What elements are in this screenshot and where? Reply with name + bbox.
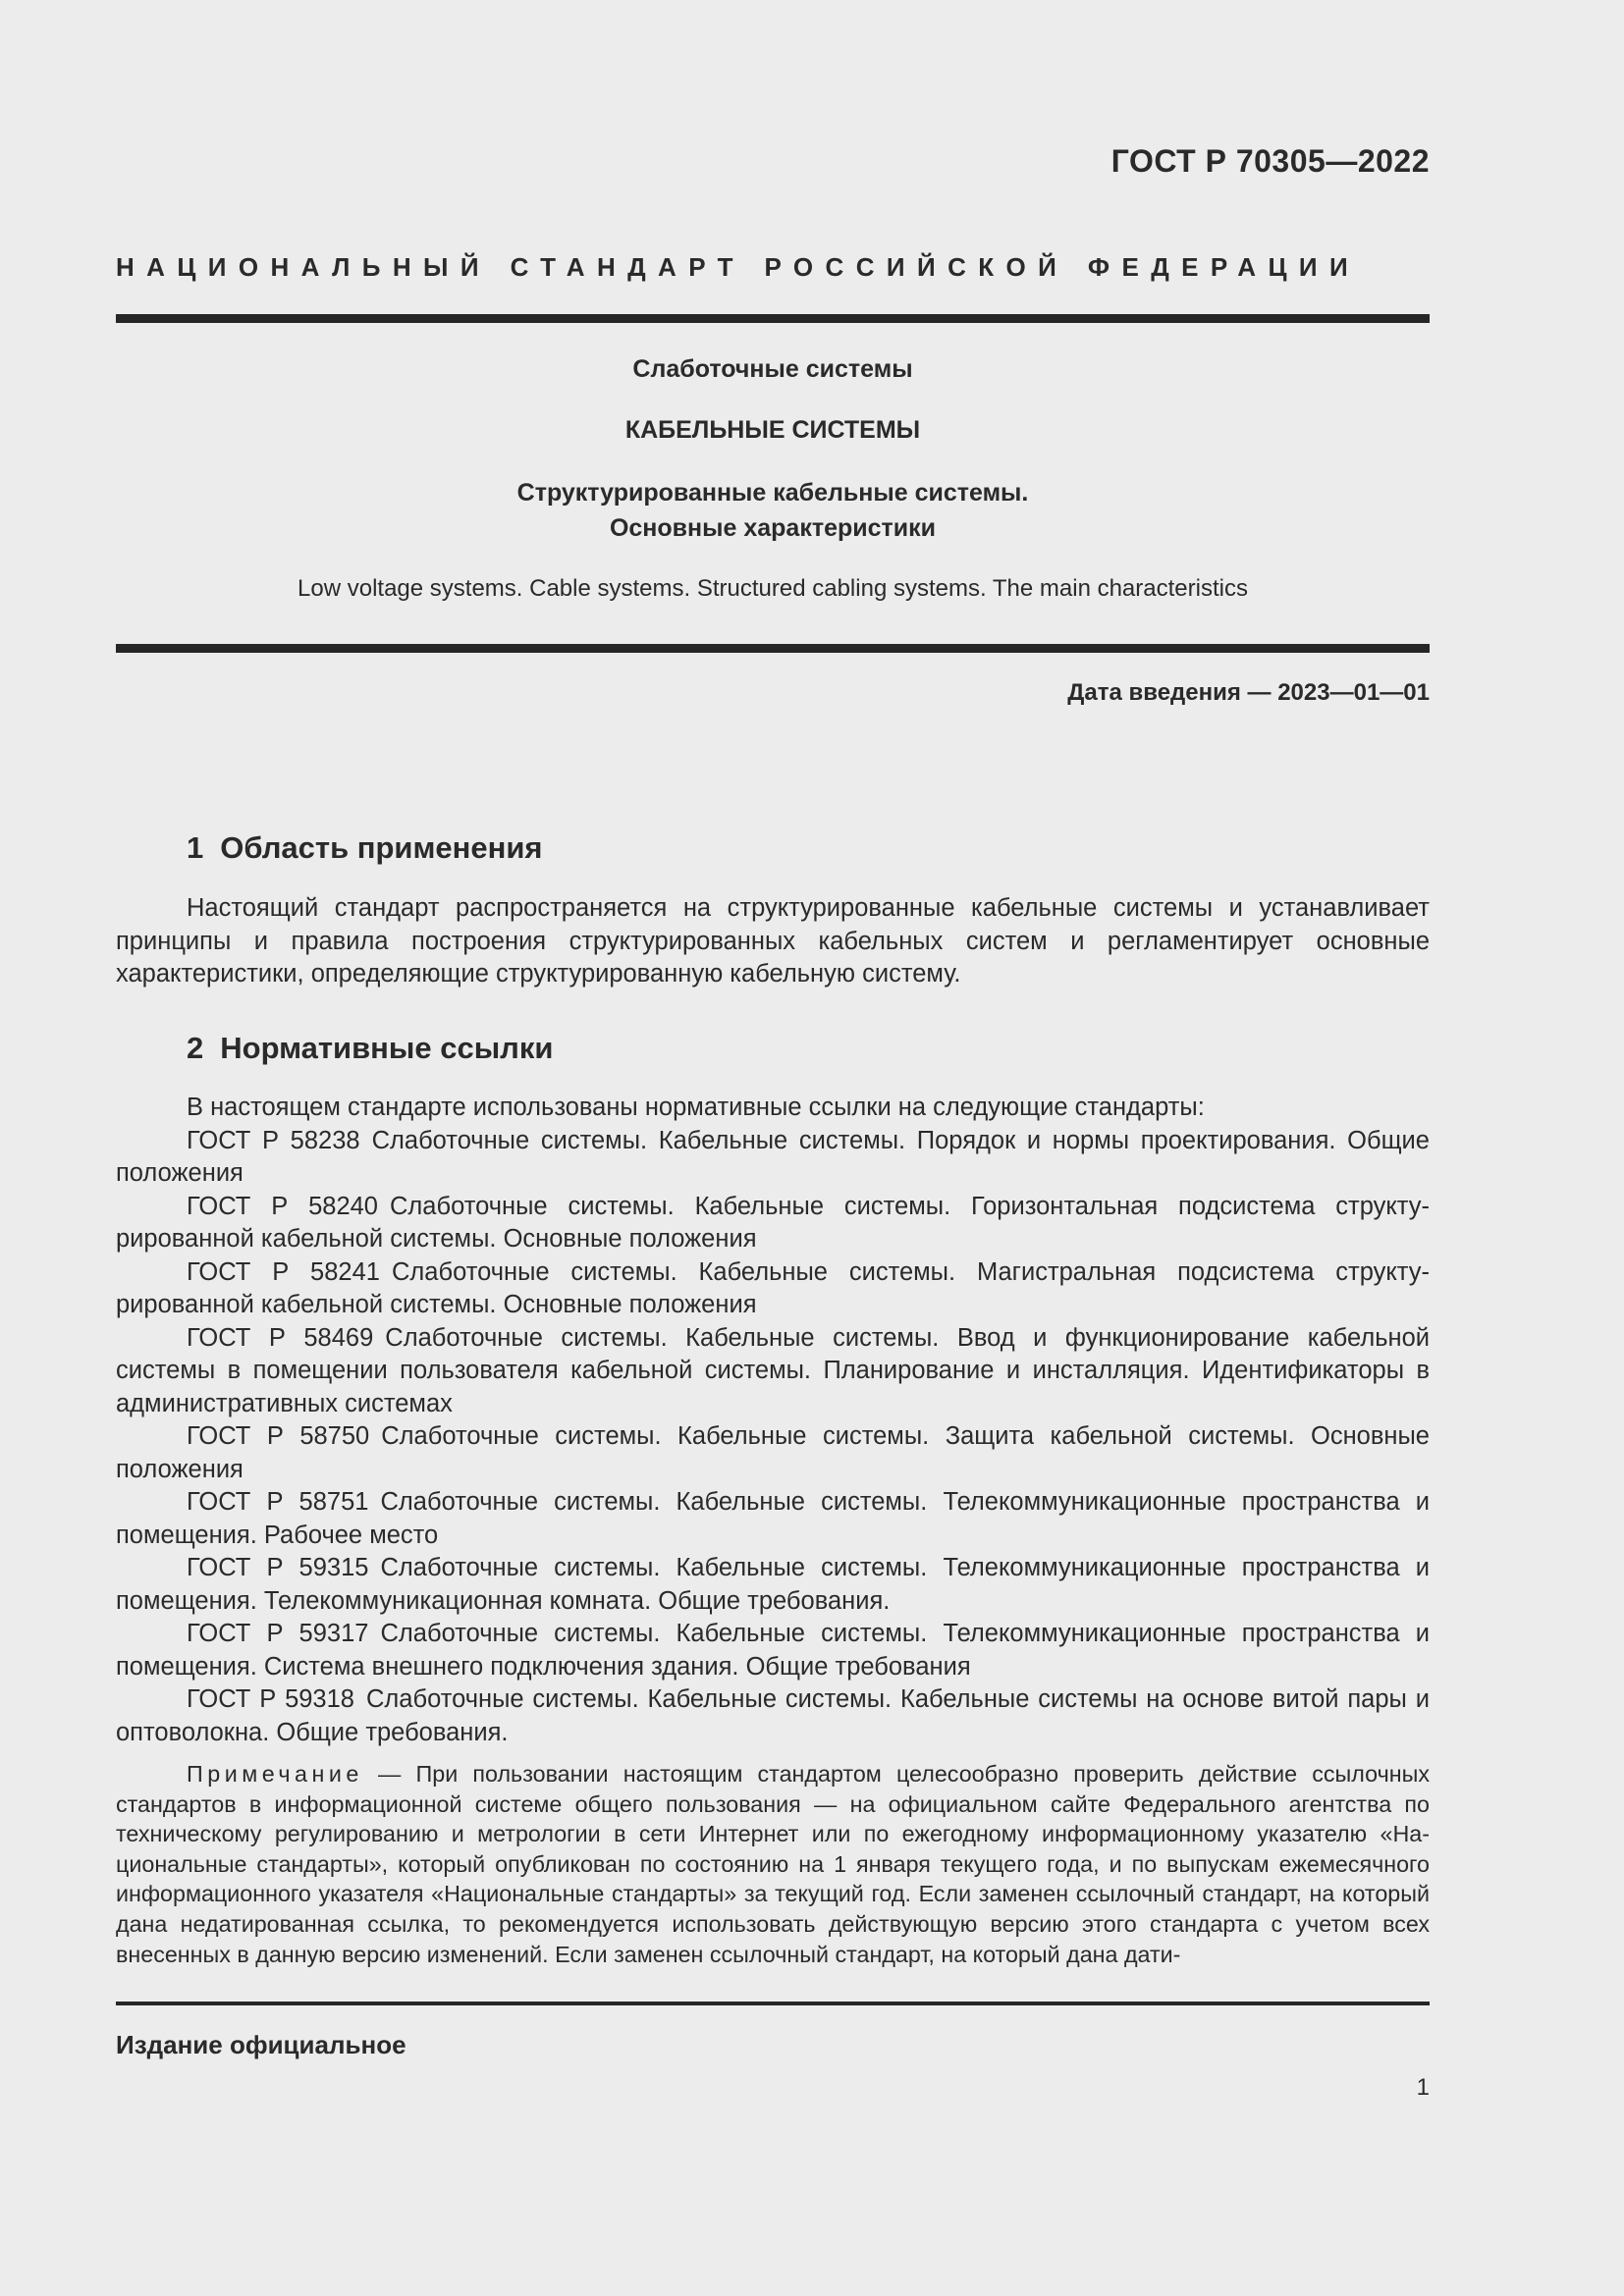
reference-code: ГОСТ Р 58238: [187, 1126, 360, 1154]
title-line-2: КАБЕЛЬНЫЕ СИСТЕМЫ: [624, 416, 921, 444]
reference-code: ГОСТ Р 59318: [187, 1685, 354, 1713]
introduction-date: Дата введения — 2023—01—01: [1067, 679, 1430, 706]
reference-title: Слаботочные системы. Кабельные системы. Кабельные системы на основе витой пары и оптоволокна. Общие требования.: [116, 1685, 1430, 1746]
reference-title: Слаботочные системы. Кабельные системы. Телекоммуникационные пространства и помещения. Система внешнего подключения здания. Общие требования: [116, 1620, 1431, 1681]
note-text: — При пользовании настоящим стандартом целесообразно проверить действие ссылочных стандартов в информационной системе общего пользования — на официальном сайте Федерального агентства по техническому регулированию и метрологии в сети Интернет или по ежегодному информационному указателю «Национальные стандарты», который опубликован по состоянию на 1 января текущего года, и по выпускам ежемесячного информационного указателя «Национальные стандарты» за текущий год. Если заменен ссылочный стандарт, на который дана недатированная ссылка, то рекомендуется использовать действующую версию этого стандарта с учетом всех внесенных в данную версию изменений. Если заменен ссылочный стандарт, на который дана дати-: [116, 1761, 1430, 1967]
title-line-1: Слаботочные системы: [632, 355, 913, 383]
reference-title: Слаботочные системы. Кабельные системы. Защита кабельной системы. Основные положения: [116, 1422, 1430, 1483]
reference-title: Слаботочные системы. Кабельные системы. Порядок и нормы проектирования. Общие положения: [116, 1126, 1430, 1187]
section-1-heading: [187, 830, 543, 866]
reference-title: Слаботочные системы. Кабельные системы. Горизонтальная подсистема структурированной кабельной системы. Основные положения: [116, 1192, 1430, 1253]
reference-code: ГОСТ Р 58240: [187, 1192, 378, 1220]
section-1-number: 1: [187, 830, 204, 865]
reference-item: [116, 1552, 1430, 1618]
reference-title: Слаботочные системы. Кабельные системы. Ввод и функционирование кабельной системы в помещении пользователя кабельной системы. Планирование и инсталляция. Идентификаторы в административных системах: [116, 1323, 1430, 1417]
section-2-number: 2: [187, 1031, 204, 1065]
document-page: [116, 0, 1430, 2296]
reference-item: [116, 1486, 1430, 1552]
section-2-heading: [187, 1031, 553, 1066]
references-intro: В настоящем стандарте использованы нормативные ссылки на следующие стандарты:: [187, 1094, 1205, 1121]
reference-item: [116, 1191, 1430, 1256]
title-block: [116, 351, 1430, 607]
reference-code: ГОСТ Р 58751: [187, 1488, 369, 1516]
reference-title: Слаботочные системы. Кабельные системы. Магистральная подсистема структурированной кабельной системы. Основные положения: [116, 1257, 1431, 1318]
reference-item: [116, 1618, 1430, 1683]
reference-item: [116, 1420, 1430, 1486]
reference-title: Слаботочные системы. Кабельные системы. Телекоммуникационные пространства и помещения. Телекоммуникационная комната. Общие требования.: [116, 1554, 1431, 1615]
title-line-4: Основные характеристики: [609, 514, 937, 542]
section-2-title: Нормативные ссылки: [220, 1031, 554, 1065]
reference-item: [116, 1256, 1430, 1322]
section-1-text: Настоящий стандарт распространяется на структурированные кабельные системы и устанавливает принципы и правила построения структурированных кабельных систем и регламентирует основные характеристики, определяющие структурированную кабельную систему.: [116, 894, 1430, 988]
title-english: Low voltage systems. Cable systems. Structured cabling systems. The main characteristics: [298, 575, 1248, 602]
reference-code: ГОСТ Р 59317: [187, 1620, 369, 1647]
note-label: Примечание: [187, 1761, 363, 1787]
section-1-title: Область применения: [220, 830, 543, 865]
national-standard-heading: НАЦИОНАЛЬНЫЙ СТАНДАРТ РОССИЙСКОЙ ФЕДЕРАЦИИ: [116, 252, 1361, 282]
note-paragraph: [116, 1759, 1430, 1969]
reference-code: ГОСТ Р 58469: [187, 1323, 374, 1352]
reference-item: [116, 1322, 1430, 1421]
reference-code: ГОСТ Р 59315: [187, 1554, 369, 1581]
page-number: 1: [1416, 2074, 1430, 2101]
reference-item: [116, 1125, 1430, 1191]
official-edition-label: Издание официальное: [116, 2030, 406, 2059]
document-number: ГОСТ Р 70305—2022: [1110, 143, 1430, 179]
reference-item: [116, 1683, 1430, 1749]
footer-rule: [116, 2002, 1430, 2005]
normative-references: [116, 1092, 1430, 1749]
reference-code: ГОСТ Р 58750: [187, 1422, 370, 1450]
reference-title: Слаботочные системы. Кабельные системы. Телекоммуникационные пространства и помещения. Рабочее место: [116, 1488, 1431, 1549]
middle-rule: [116, 644, 1430, 653]
top-rule: [116, 314, 1430, 323]
title-line-3: Структурированные кабельные системы.: [516, 479, 1029, 507]
reference-code: ГОСТ Р 58241: [187, 1257, 380, 1286]
